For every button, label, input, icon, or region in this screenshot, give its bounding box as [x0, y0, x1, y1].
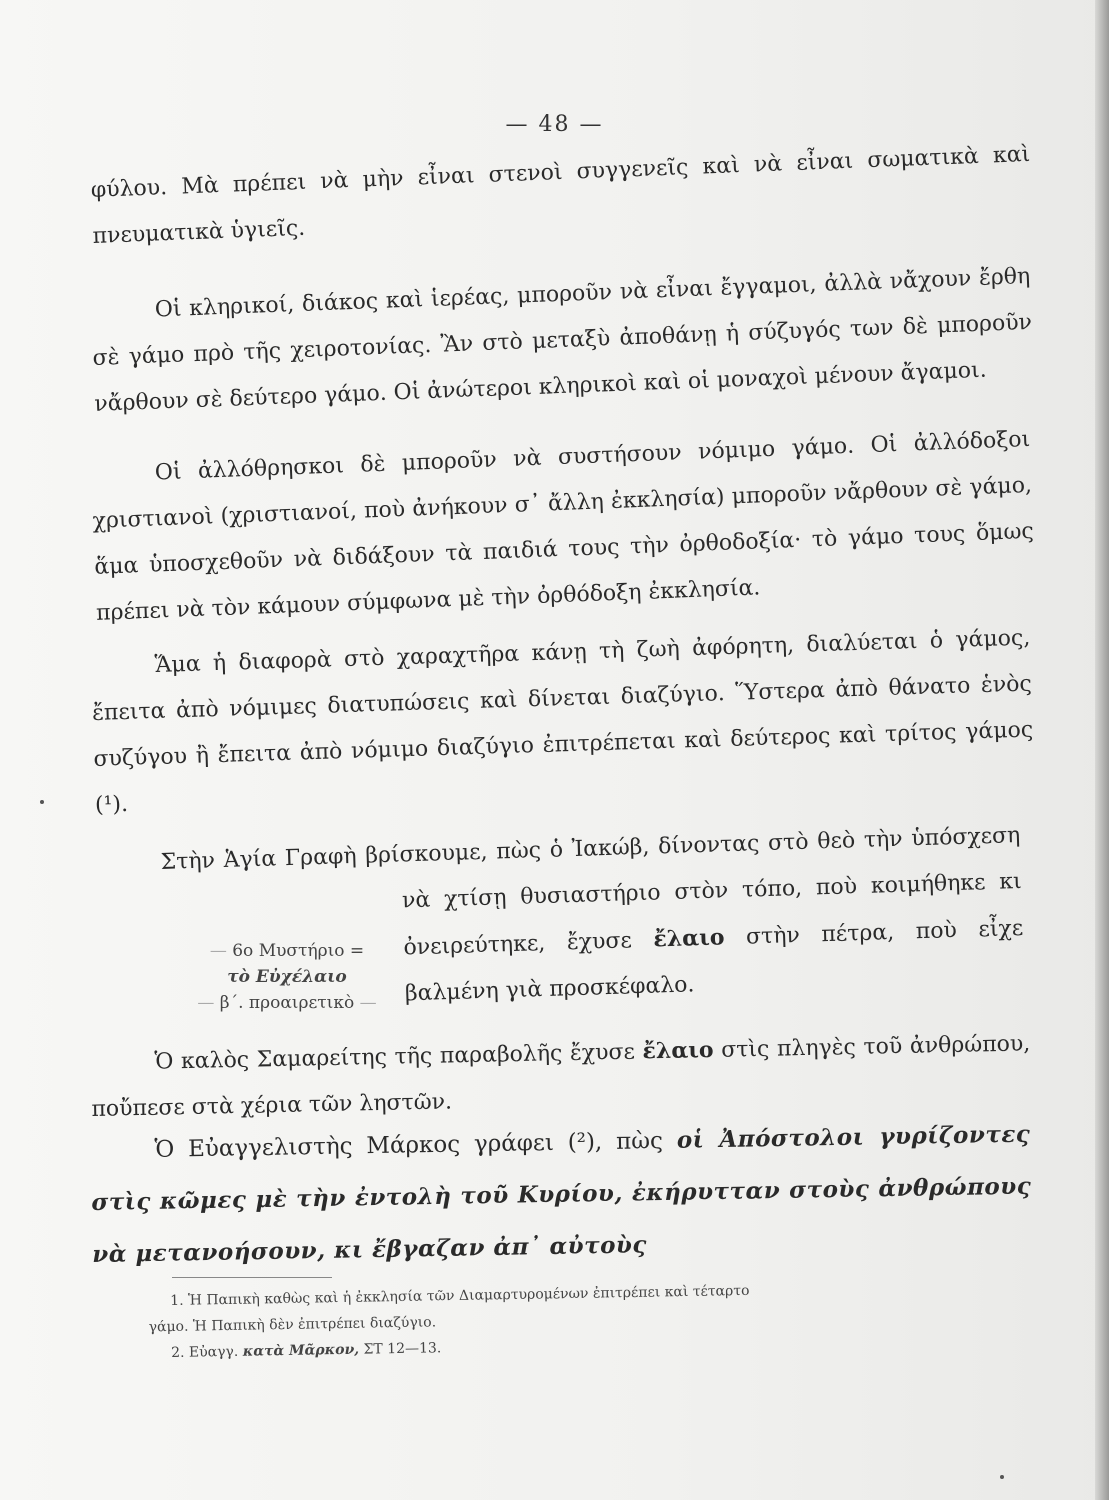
text-span: Ὁ Εὐαγγελιστὴς Μάρκος γράφει (²), πὼς	[154, 1127, 678, 1163]
footnote-2: 2. Εὐαγγ. κατὰ Μᾶρκον, ΣΤ 12—13.	[170, 1340, 442, 1361]
emphasis-quote: οἱ Ἀπόστολοι γυρίζοντες στὶς κῶμες μὲ τὴν ἐντολὴ τοῦ Κυρίου, ἐκήρυτταν στοὺς ἀνθρώπους νὰ μετανοήσουν, κι ἔβγαζαν ἀπ᾽ αὐτοὺς	[91, 1120, 1032, 1268]
footnote-1-continued: γάμο. Ἡ Παπικὴ δὲν ἐπιτρέπει διαζύγιο.	[148, 1314, 437, 1336]
margin-note-line: — 6ο Μυστήριο =	[209, 941, 365, 961]
text-span: Στὴν Ἁγία Γραφὴ βρίσκουμε, πὼς ὁ Ἰακώβ, δίνοντας στὸ θεὸ τὴν ὑπόσχεση νὰ χτίσῃ θυσιαστήριο στὸν τόπο, ποὺ κοιμήθηκε κι ὀνειρεύτηκε, ἔχυσε	[160, 822, 1023, 961]
footnote-1: 1. Ἡ Παπικὴ καθὼς καὶ ἡ ἐκκλησία τῶν Διαμαρτυρομένων ἐπιτρέπει καὶ τέταρτο	[170, 1282, 750, 1309]
paragraph-text: φύλου. Μὰ πρέπει νὰ μὴν εἶναι στενοὶ συγγενεῖς καὶ νὰ εἶναι σωματικὰ καὶ πνευματικὰ ὑγιεῖς.	[90, 141, 1031, 249]
paragraph-2	[90, 254, 1035, 428]
scan-speck	[1000, 1475, 1004, 1479]
paragraph-text: Ἅμα ἡ διαφορὰ στὸ χαραχτῆρα κάνῃ τὴ ζωὴ ἀφόρητη, διαλύεται ὁ γάμος, ἔπειτα ἀπὸ νόμιμες διατυπώσεις καὶ δίνεται διαζύγιο. Ὕστερα ἀπὸ θάνατο ἑνὸς συζύγου ἢ ἔπειτα ἀπὸ νόμιμο διαζύγιο ἐπιτρέπεται καὶ δεύτερος καὶ τρίτος γάμος (¹).	[91, 625, 1034, 818]
footnotes	[148, 1273, 1021, 1366]
paragraph-text: Οἱ ἀλλόθρησκοι δὲ μποροῦν νὰ συστήσουν νόμιμο γάμο. Οἱ ἀλλόδοξοι χριστιανοὶ (χριστιανοί, ποὺ ἀνήκουν σ᾽ ἄλλη ἐκκλησία) μποροῦν νἄρθουν σὲ γάμο, ἅμα ὑποσχεθοῦν νὰ διδάξουν τὰ παιδιά τους τὴν ὀρθοδοξία· τὸ γάμο τους ὅμως πρέπει νὰ τὸν κάμουν σύμφωνα μὲ τὴν ὀρθόδοξη ἐκκλησία.	[92, 426, 1035, 626]
text-span: στὴν πέτρα, ποὺ εἶχε βαλμένη γιὰ προσκέφαλο.	[404, 915, 1024, 1007]
text-span: στὶς πληγὲς τοῦ ἀνθρώπου, ποὔπεσε στὰ χέρια τῶν ληστῶν.	[91, 1031, 1031, 1122]
paragraph-text: Οἱ κληρικοί, διάκος καὶ ἱερέας, μποροῦν νὰ εἶναι ἔγγαμοι, ἀλλὰ νἄχουν ἔρθη σὲ γάμο πρὸ τῆς χειροτονίας. Ἂν στὸ μεταξὺ ἀποθάνῃ ἡ σύζυγός των δὲ μποροῦν νἄρθουν σὲ δεύτερο γάμο. Οἱ ἀνώτεροι κληρικοὶ καὶ οἱ μοναχοὶ μένουν ἄγαμοι.	[92, 263, 1033, 417]
footnote-divider	[172, 1277, 332, 1278]
paragraph-7	[90, 1109, 1033, 1281]
margin-note-line: — β΄. προαιρετικὸ —	[197, 993, 377, 1013]
paragraph-1	[90, 132, 1033, 260]
margin-note-line: τὸ Εὐχέλαιο	[227, 967, 347, 987]
text-span: Ὁ καλὸς Σαμαρείτης τῆς παραβολῆς ἔχυσε	[154, 1039, 643, 1075]
paragraph-3	[90, 417, 1036, 637]
margin-note	[172, 938, 402, 1016]
page-number: — 48 —	[505, 112, 604, 137]
emphasis-oil: ἔλαιο	[652, 924, 725, 953]
paragraph-text	[90, 1109, 1033, 1281]
emphasis-oil: ἔλαιο	[642, 1036, 714, 1065]
page-edge-shadow	[1095, 0, 1109, 1500]
paragraph-4	[90, 615, 1035, 828]
scan-speck	[40, 800, 44, 804]
